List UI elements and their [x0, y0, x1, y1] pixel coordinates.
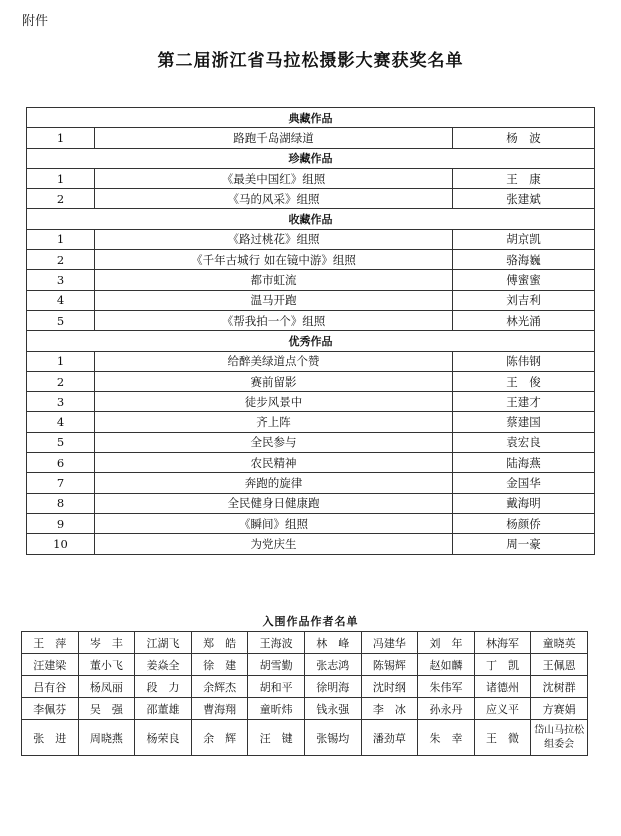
finalist-name: 张志鸿: [304, 654, 361, 676]
work-title-cell: 奔跑的旋律: [95, 473, 453, 493]
table-row: [27, 371, 595, 391]
finalist-name: 胡雪勤: [248, 654, 305, 676]
work-title-cell: 《路过桃花》组照: [95, 229, 453, 249]
author-cell: 金国华: [453, 473, 595, 493]
rank-cell: 4: [27, 290, 95, 310]
author-cell: 王 康: [453, 168, 595, 188]
table-row: [27, 534, 595, 554]
table-row: [27, 453, 595, 473]
category-name: 典藏作品: [27, 108, 595, 128]
rank-cell: 1: [27, 229, 95, 249]
finalists-row: [22, 632, 588, 654]
finalist-name: 胡和平: [248, 676, 305, 698]
attachment-label: 附件: [22, 14, 49, 29]
work-title-cell: 齐上阵: [95, 412, 453, 432]
finalist-name: 江湖飞: [135, 632, 192, 654]
finalist-name: 杨凤丽: [78, 676, 135, 698]
table-row: [27, 229, 595, 249]
finalist-name: 林 峰: [304, 632, 361, 654]
author-cell: 袁宏良: [453, 432, 595, 452]
finalist-name: 汪建梁: [22, 654, 79, 676]
finalist-name: 姜焱全: [135, 654, 192, 676]
author-cell: 陆海燕: [453, 453, 595, 473]
finalist-name: 余辉杰: [191, 676, 248, 698]
table-row: [27, 310, 595, 330]
finalist-name: 沈时纲: [361, 676, 418, 698]
awards-table: [26, 107, 595, 555]
finalists-row: [22, 676, 588, 698]
rank-cell: 7: [27, 473, 95, 493]
finalist-name: 曹海翔: [191, 698, 248, 720]
finalist-name: 赵如麟: [418, 654, 475, 676]
rank-cell: 10: [27, 534, 95, 554]
table-row: [27, 270, 595, 290]
finalist-name: 段 力: [135, 676, 192, 698]
finalists-row: [22, 698, 588, 720]
finalist-name: 吴 强: [78, 698, 135, 720]
author-cell: 蔡建国: [453, 412, 595, 432]
category-header-row: [27, 209, 595, 229]
rank-cell: 3: [27, 270, 95, 290]
table-row: [27, 290, 595, 310]
author-cell: 王建才: [453, 392, 595, 412]
table-row: [27, 493, 595, 513]
finalist-name: 童昕炜: [248, 698, 305, 720]
category-header-row: [27, 148, 595, 168]
author-cell: 骆海巍: [453, 250, 595, 270]
finalist-name: 刘 年: [418, 632, 475, 654]
finalist-name: 邵董雄: [135, 698, 192, 720]
category-header-row: [27, 331, 595, 351]
category-header-row: [27, 108, 595, 128]
finalist-name: 王佩恩: [531, 654, 588, 676]
rank-cell: 1: [27, 351, 95, 371]
finalist-name: 徐明海: [304, 676, 361, 698]
finalist-name: 李佩芬: [22, 698, 79, 720]
finalist-name: 诸德州: [474, 676, 531, 698]
table-row: [27, 128, 595, 148]
finalists-table-body: [22, 632, 588, 756]
table-row: [27, 351, 595, 371]
finalist-name: 周晓燕: [78, 720, 135, 756]
work-title-cell: 温马开跑: [95, 290, 453, 310]
finalist-name: 童晓英: [531, 632, 588, 654]
author-cell: 周一豪: [453, 534, 595, 554]
table-row: [27, 432, 595, 452]
work-title-cell: 全民参与: [95, 432, 453, 452]
finalists-title: 入围作品作者名单: [262, 615, 359, 628]
work-title-cell: 《瞬间》组照: [95, 513, 453, 533]
rank-cell: 1: [27, 128, 95, 148]
author-cell: 傅蜜蜜: [453, 270, 595, 290]
finalist-name: 应义平: [474, 698, 531, 720]
finalist-name: 郑 皓: [191, 632, 248, 654]
work-title-cell: 为党庆生: [95, 534, 453, 554]
finalist-name: 潘劲草: [361, 720, 418, 756]
finalist-name: 董小飞: [78, 654, 135, 676]
work-title-cell: 《最美中国红》组照: [95, 168, 453, 188]
work-title-cell: 路跑千岛湖绿道: [95, 128, 453, 148]
finalist-name: 杨荣良: [135, 720, 192, 756]
table-row: [27, 189, 595, 209]
finalist-name: 朱 幸: [418, 720, 475, 756]
finalist-name: 汪 键: [248, 720, 305, 756]
work-title-cell: 赛前留影: [95, 371, 453, 391]
work-title-cell: 《马的风采》组照: [95, 189, 453, 209]
finalist-name: 徐 建: [191, 654, 248, 676]
finalist-name: 林海军: [474, 632, 531, 654]
author-cell: 王 俊: [453, 371, 595, 391]
author-cell: 戴海明: [453, 493, 595, 513]
category-name: 优秀作品: [27, 331, 595, 351]
finalist-name: 王 微: [474, 720, 531, 756]
table-row: [27, 250, 595, 270]
finalist-name: 岱山马拉松组委会: [531, 720, 588, 756]
table-row: [27, 392, 595, 412]
author-cell: 胡京凯: [453, 229, 595, 249]
work-title-cell: 都市虹流: [95, 270, 453, 290]
table-row: [27, 513, 595, 533]
finalist-name: 陈锡辉: [361, 654, 418, 676]
finalists-row: [22, 654, 588, 676]
category-name: 收藏作品: [27, 209, 595, 229]
finalist-name: 余 辉: [191, 720, 248, 756]
finalist-name: 钱永强: [304, 698, 361, 720]
rank-cell: 4: [27, 412, 95, 432]
rank-cell: 5: [27, 310, 95, 330]
finalist-name: 孙永丹: [418, 698, 475, 720]
finalist-name: 朱伟军: [418, 676, 475, 698]
rank-cell: 5: [27, 432, 95, 452]
finalist-name: 王海波: [248, 632, 305, 654]
rank-cell: 2: [27, 250, 95, 270]
rank-cell: 1: [27, 168, 95, 188]
finalist-name: 沈树群: [531, 676, 588, 698]
work-title-cell: 给醉美绿道点个赞: [95, 351, 453, 371]
author-cell: 杨颜侨: [453, 513, 595, 533]
table-row: [27, 473, 595, 493]
finalist-name: 岑 丰: [78, 632, 135, 654]
finalist-name: 丁 凯: [474, 654, 531, 676]
table-row: [27, 412, 595, 432]
author-cell: 张建斌: [453, 189, 595, 209]
author-cell: 刘吉利: [453, 290, 595, 310]
finalists-table: [21, 631, 588, 756]
rank-cell: 2: [27, 371, 95, 391]
author-cell: 林光涌: [453, 310, 595, 330]
finalist-name: 方赛娟: [531, 698, 588, 720]
category-name: 珍藏作品: [27, 148, 595, 168]
finalist-name: 冯建华: [361, 632, 418, 654]
finalist-name: 李 冰: [361, 698, 418, 720]
work-title-cell: 农民精神: [95, 453, 453, 473]
rank-cell: 8: [27, 493, 95, 513]
work-title-cell: 《千年古城行 如在镜中游》组照: [95, 250, 453, 270]
work-title-cell: 全民健身日健康跑: [95, 493, 453, 513]
work-title-cell: 《帮我拍一个》组照: [95, 310, 453, 330]
work-title-cell: 徒步风景中: [95, 392, 453, 412]
awards-table-body: [27, 108, 595, 555]
finalist-name: 王 萍: [22, 632, 79, 654]
table-row: [27, 168, 595, 188]
finalists-row: [22, 720, 588, 756]
author-cell: 陈伟钢: [453, 351, 595, 371]
finalist-name: 张 进: [22, 720, 79, 756]
finalist-name: 吕有谷: [22, 676, 79, 698]
rank-cell: 2: [27, 189, 95, 209]
rank-cell: 9: [27, 513, 95, 533]
finalist-name: 张锡均: [304, 720, 361, 756]
rank-cell: 3: [27, 392, 95, 412]
rank-cell: 6: [27, 453, 95, 473]
page-title: 第二届浙江省马拉松摄影大赛获奖名单: [157, 51, 464, 71]
author-cell: 杨 波: [453, 128, 595, 148]
